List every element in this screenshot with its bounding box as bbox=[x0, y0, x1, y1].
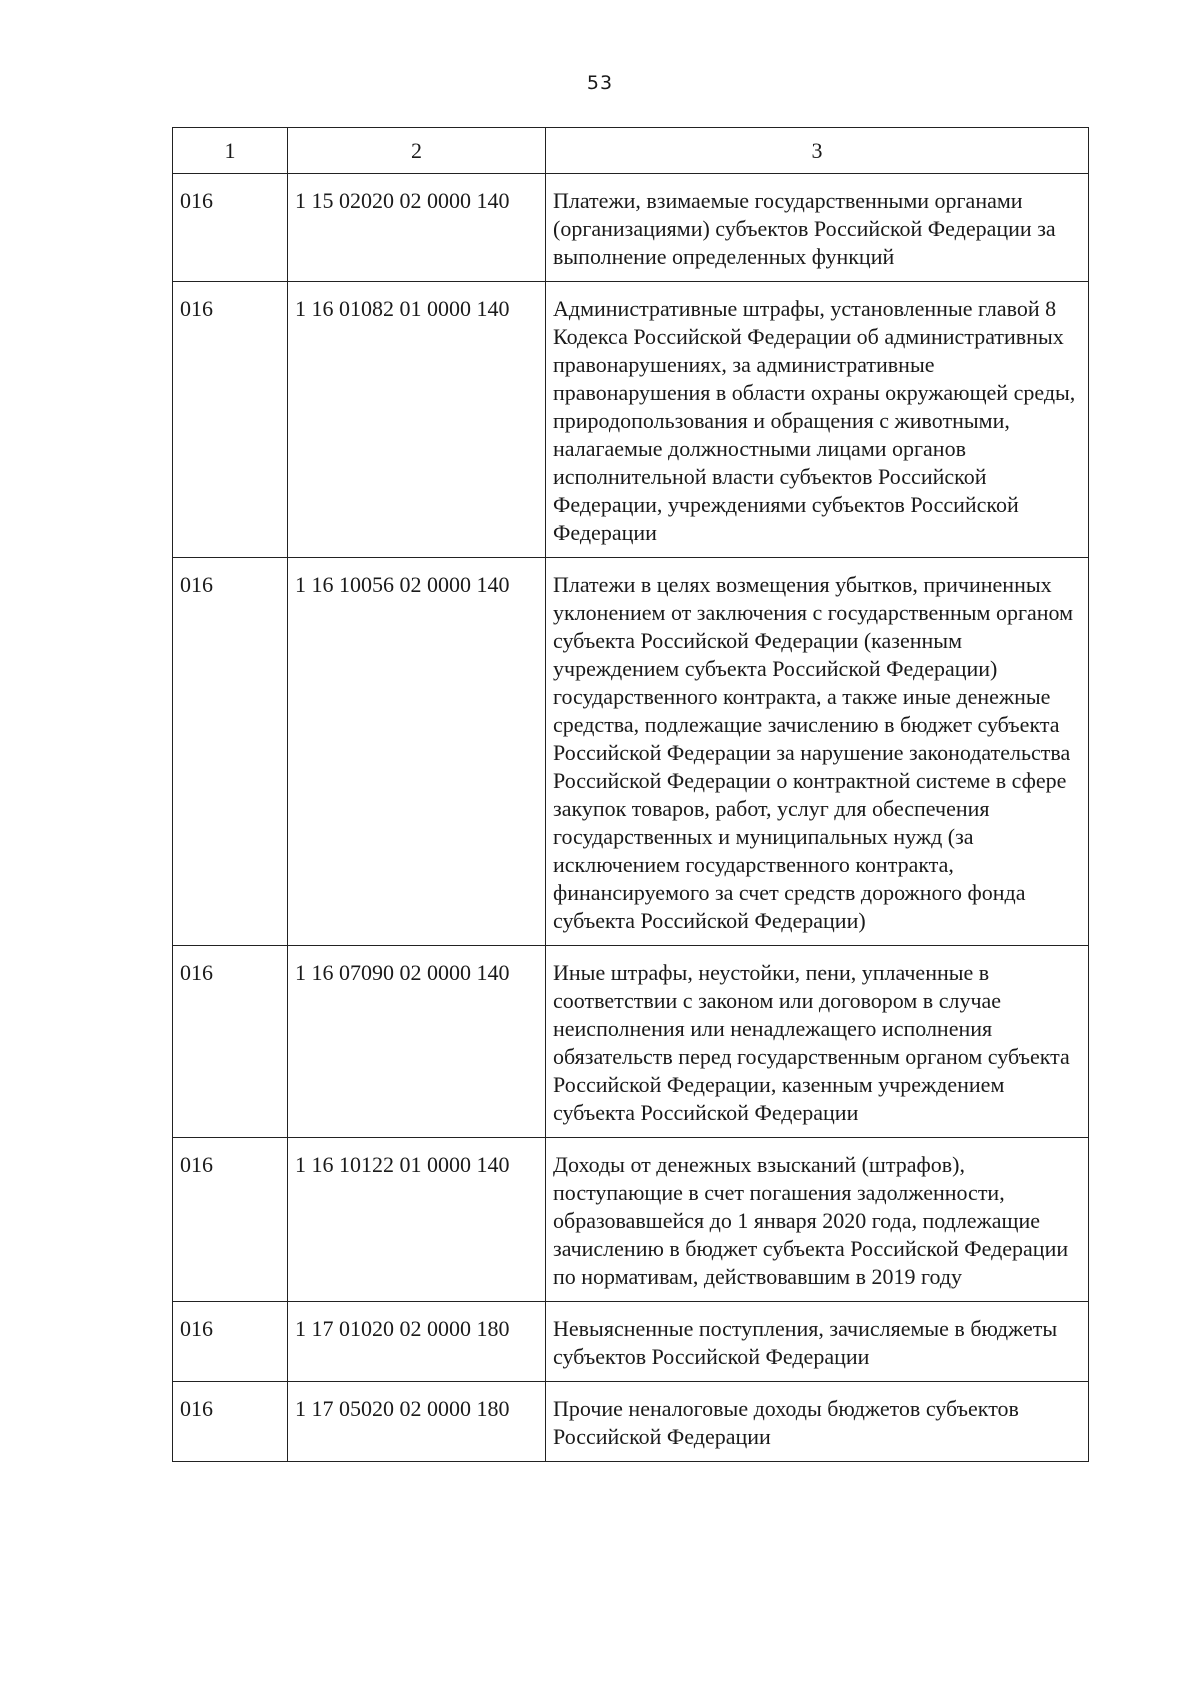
description-cell: Платежи, взимаемые государственными органами (организациями) субъектов Российской Федерации за выполнение определенных функций bbox=[546, 174, 1089, 282]
kbk-code-cell: 1 16 10056 02 0000 140 bbox=[288, 558, 546, 946]
table-body bbox=[173, 174, 1089, 1462]
kbk-code-cell: 1 17 05020 02 0000 180 bbox=[288, 1382, 546, 1462]
header-col-3: 3 bbox=[546, 128, 1089, 174]
kbk-code-cell: 1 16 10122 01 0000 140 bbox=[288, 1138, 546, 1302]
table-row bbox=[173, 282, 1089, 558]
table-row bbox=[173, 1382, 1089, 1462]
admin-code-cell: 016 bbox=[173, 282, 288, 558]
table-row bbox=[173, 558, 1089, 946]
admin-code-cell: 016 bbox=[173, 946, 288, 1138]
page-number: 53 bbox=[586, 72, 614, 94]
revenue-codes-table bbox=[172, 127, 1089, 1462]
description-cell: Платежи в целях возмещения убытков, причиненных уклонением от заключения с государственным органом субъекта Российской Федерации (казенным учреждением субъекта Российской Федерации) государственного контракта, а также иные денежные средства, подлежащие зачислению в бюджет субъекта Российской Федерации за нарушение законодательства Российской Федерации о контрактной системе в сфере закупок товаров, работ, услуг для обеспечения государственных и муниципальных нужд (за исключением государственного контракта, финансируемого за счет средств дорожного фонда субъекта Российской Федерации) bbox=[546, 558, 1089, 946]
header-col-2: 2 bbox=[288, 128, 546, 174]
table-row bbox=[173, 1138, 1089, 1302]
kbk-code-cell: 1 15 02020 02 0000 140 bbox=[288, 174, 546, 282]
admin-code-cell: 016 bbox=[173, 558, 288, 946]
table-row bbox=[173, 174, 1089, 282]
admin-code-cell: 016 bbox=[173, 1382, 288, 1462]
kbk-code-cell: 1 16 01082 01 0000 140 bbox=[288, 282, 546, 558]
description-cell: Невыясненные поступления, зачисляемые в бюджеты субъектов Российской Федерации bbox=[546, 1302, 1089, 1382]
table-row bbox=[173, 946, 1089, 1138]
table-header bbox=[173, 128, 1089, 174]
table-row bbox=[173, 1302, 1089, 1382]
admin-code-cell: 016 bbox=[173, 1302, 288, 1382]
admin-code-cell: 016 bbox=[173, 1138, 288, 1302]
description-cell: Административные штрафы, установленные главой 8 Кодекса Российской Федерации об административных правонарушениях, за административные правонарушения в области охраны окружающей среды, природопользования и обращения с животными, налагаемые должностными лицами органов исполнительной власти субъектов Российской Федерации, учреждениями субъектов Российской Федерации bbox=[546, 282, 1089, 558]
description-cell: Иные штрафы, неустойки, пени, уплаченные в соответствии с законом или договором в случае неисполнения или ненадлежащего исполнения обязательств перед государственным органом субъекта Российской Федерации, казенным учреждением субъекта Российской Федерации bbox=[546, 946, 1089, 1138]
kbk-code-cell: 1 17 01020 02 0000 180 bbox=[288, 1302, 546, 1382]
description-cell: Доходы от денежных взысканий (штрафов), поступающие в счет погашения задолженности, образовавшейся до 1 января 2020 года, подлежащие зачислению в бюджет субъекта Российской Федерации по нормативам, действовавшим в 2019 году bbox=[546, 1138, 1089, 1302]
header-row bbox=[173, 128, 1089, 174]
header-col-1: 1 bbox=[173, 128, 288, 174]
description-cell: Прочие неналоговые доходы бюджетов субъектов Российской Федерации bbox=[546, 1382, 1089, 1462]
admin-code-cell: 016 bbox=[173, 174, 288, 282]
kbk-code-cell: 1 16 07090 02 0000 140 bbox=[288, 946, 546, 1138]
